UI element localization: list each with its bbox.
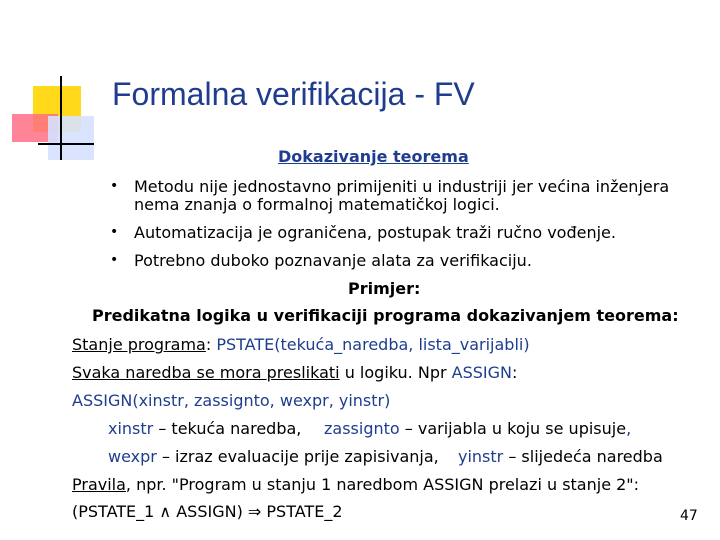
param-xinstr-name: xinstr (108, 419, 154, 438)
assign-signature: ASSIGN(xinstr, zassignto, wexpr, yinstr) (72, 391, 391, 410)
state-label: Stanje programa (72, 335, 206, 354)
mapping-text-b: u logiku. Npr (339, 363, 452, 382)
bullet-3: Potrebno duboko poznavanje alata za verifikaciju. (134, 251, 532, 270)
slide-subtitle: Dokazivanje teorema (278, 147, 469, 166)
mapping-text-a: Svaka naredba se mora (72, 363, 267, 382)
example-heading: Primjer: (348, 279, 421, 298)
bullet-marker: • (110, 224, 119, 240)
horizontal-line-decoration (38, 143, 94, 145)
formula: (PSTATE_1 ∧ ASSIGN) ⇒ PSTATE_2 (72, 502, 343, 521)
param-wexpr-name: wexpr (108, 447, 157, 466)
param-zassignto-name: zassignto (324, 419, 400, 438)
param-zassignto-desc: – varijabla u koju se upisuje (399, 419, 627, 438)
bullet-1-line-1: Metodu nije jednostavno primijeniti u industriji jer većina inženjera (134, 177, 670, 196)
param-wexpr (108, 448, 439, 466)
bullet-marker: • (110, 252, 119, 268)
param-yinstr-name: yinstr (458, 447, 504, 466)
mapping-keyword: ASSIGN (451, 363, 512, 382)
slide-title: Formalna verifikacija - FV (112, 76, 475, 112)
param-xinstr-desc: – tekuća naredba, (153, 419, 302, 438)
param-xinstr (108, 420, 301, 438)
bullet-2: Automatizacija je ograničena, postupak traži ručno vođenje. (134, 223, 616, 242)
param-zassignto (324, 420, 631, 438)
page-number: 47 (680, 508, 698, 524)
mapping-link: preslikati (266, 363, 340, 382)
vertical-line-decoration (60, 76, 62, 160)
bullet-marker: • (110, 178, 119, 194)
state-colon: : (205, 335, 212, 354)
param-wexpr-desc: – izraz evaluacije prije zapisivanja, (156, 447, 439, 466)
mapping-line (72, 364, 517, 382)
state-value: PSTATE(tekuća_naredba, lista_varijabli) (216, 335, 530, 354)
blue-square-decoration (48, 116, 94, 160)
mapping-text-c: : (511, 363, 518, 382)
bullet-1-line-2: nema znanja o formalnoj matematičkoj logici. (134, 195, 500, 214)
example-title: Predikatna logika u verifikaciji programa dokazivanjem teorema: (92, 306, 679, 325)
param-zassignto-comma: , (626, 419, 632, 438)
rules-label: Pravila (72, 475, 126, 494)
state-line (72, 336, 530, 354)
rules-line (72, 476, 639, 494)
param-yinstr (458, 448, 663, 466)
param-yinstr-desc: – slijedeća naredba (503, 447, 663, 466)
rules-text: , npr. "Program u stanju 1 naredbom ASSIGN prelazi u stanje 2": (125, 475, 640, 494)
